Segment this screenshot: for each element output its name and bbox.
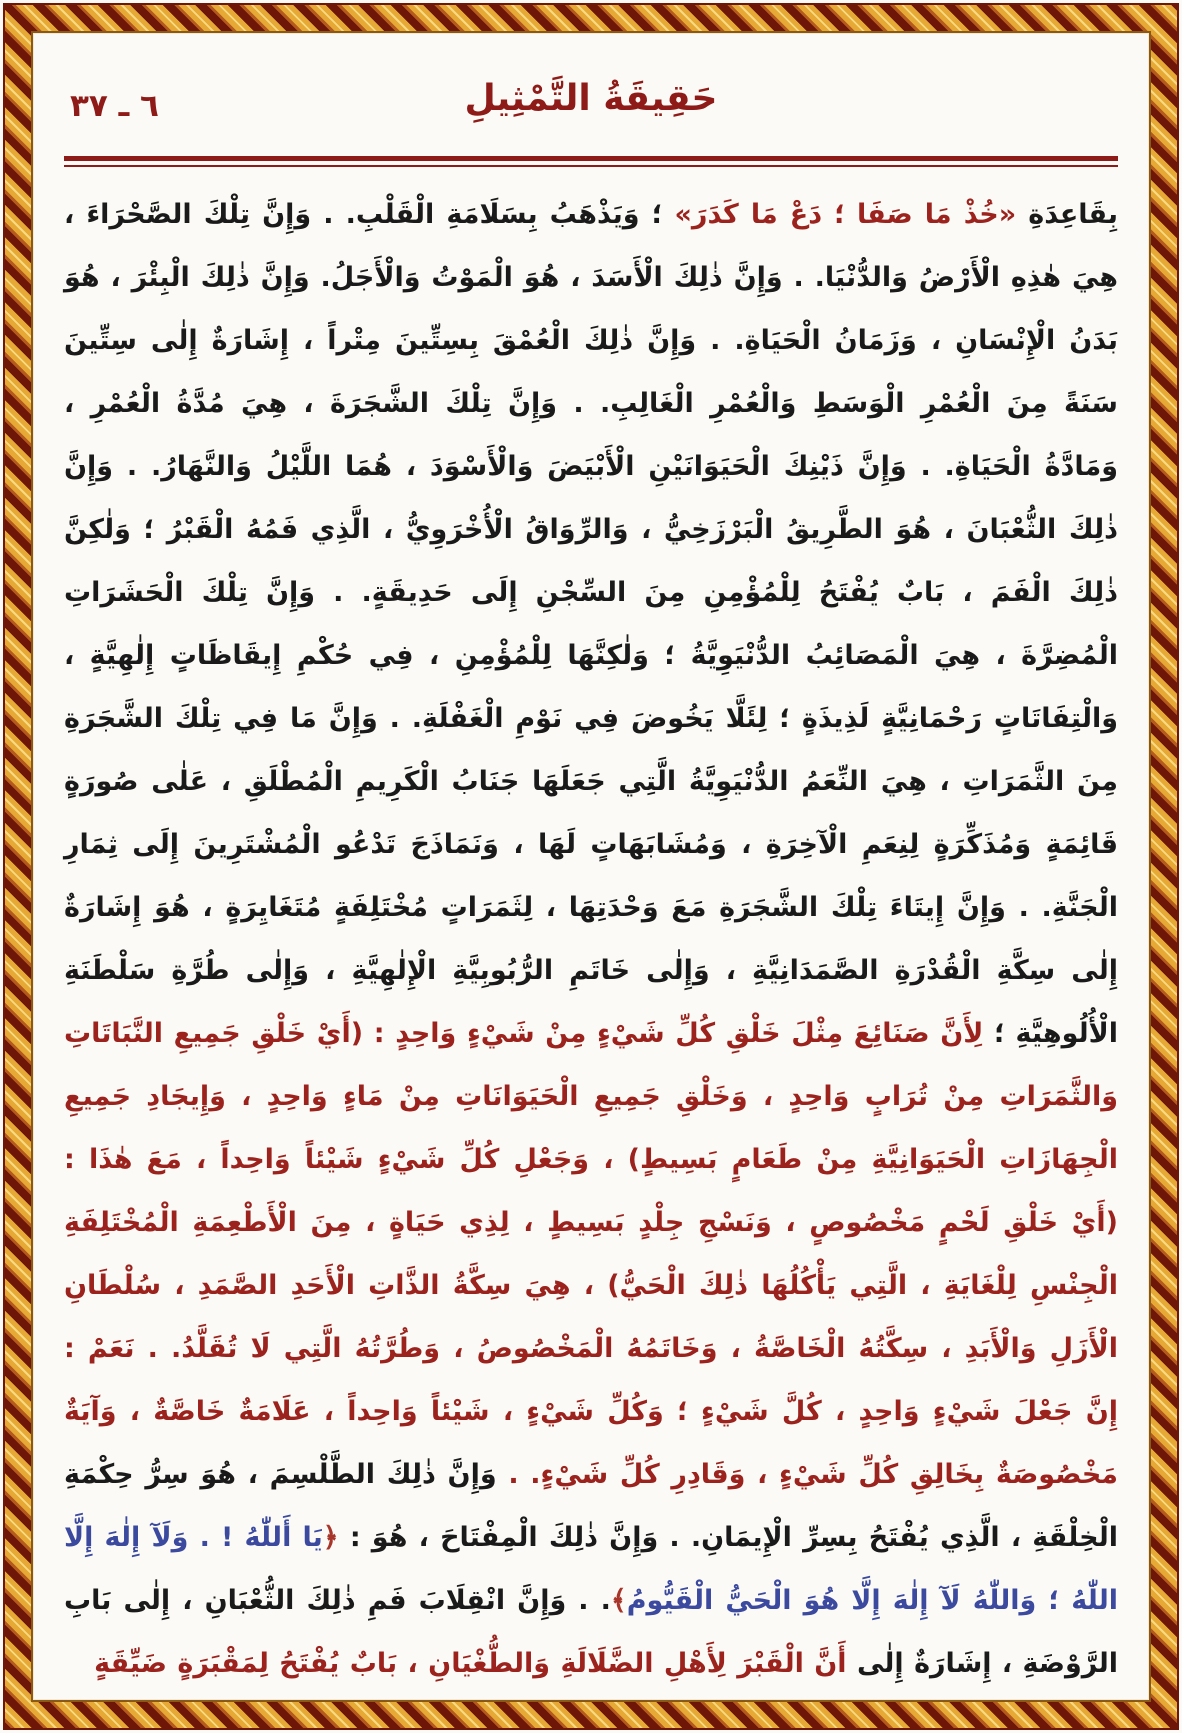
page-header [64,62,1118,140]
body-text [64,183,1118,1695]
page-number: ٦ ـ ٣٧ [70,88,159,124]
text-segment-red: أَنَّ الْقَبْرَ لِأَهْلِ الضَّلَالَةِ وَالطُّغْيَانِ ، بَابٌ يُفْتَحُ لِمَقْبَرَةٍ ضَيِّقَةٍ [94,1648,847,1679]
text-segment-red: «خُذْ مَا صَفَا ؛ دَعْ مَا كَدَرَ» [674,199,1017,230]
text-segment-blue: يَا أَللّٰهُ ! . وَلَآ إِلٰهَ إِلَّا اللّٰهُ ؛ وَاللّٰهُ لَآ إِلٰهَ إِلَّا هُوَ الْحَيُّ الْقَيُّومُ [64,1522,1119,1616]
page-title: حَقِيقَةُ التَّمْثِيلِ [464,78,718,119]
page-content [64,62,1118,1693]
text-segment-black: بِقَاعِدَةِ [1016,199,1118,230]
header-divider [64,156,1118,167]
text-segment-ornament: ﴿ [322,1522,339,1553]
text-segment-ornament: ﴾ [610,1585,627,1616]
text-segment-black: ؛ وَيَذْهَبُ بِسَلَامَةِ الْقَلْبِ. . وَإِنَّ تِلْكَ الصَّحْرَاءَ ، هِيَ هٰذِهِ الْأَرْضُ وَالدُّنْيَا. . وَإِنَّ ذٰلِكَ الْأَسَدَ ، هُوَ الْمَوْتُ وَالْأَجَلُ. وَإِنَّ ذٰلِكَ الْبِئْرَ ، هُوَ بَدَنُ الْإِنْسَانِ ، وَزَمَانُ الْحَيَاةِ. . وَإِنَّ ذٰلِكَ الْعُمْقَ بِسِتِّينَ مِتْراً ، إِشَارَةٌ إِلٰى سِتِّينَ سَنَةً مِنَ الْعُمْرِ الْوَسَطِ وَالْعُمْرِ الْغَالِبِ. . وَإِنَّ تِلْكَ الشَّجَرَةَ ، هِيَ مُدَّةُ الْعُمْرِ ، وَمَادَّةُ الْحَيَاةِ. . وَإِنَّ ذَيْنِكَ الْحَيَوَانَيْنِ الْأَبْيَضَ وَالْأَسْوَدَ ، هُمَا اللَّيْلُ وَالنَّهَارُ. . وَإِنَّ ذٰلِكَ الثُّعْبَانَ ، هُوَ الطَّرِيقُ الْبَرْزَخِيُّ ، وَالرِّوَاقُ الْأُخْرَوِيُّ ، الَّذِي فَمُهُ الْقَبْرُ ؛ وَلٰكِنَّ ذٰلِكَ الْفَمَ ، بَابٌ يُفْتَحُ لِلْمُؤْمِنِ مِنَ السِّجْنِ إِلَى حَدِيقَةٍ. . وَإِنَّ تِلْكَ الْحَشَرَاتِ الْمُضِرَّةَ ، هِيَ الْمَصَائِبُ الدُّنْيَوِيَّةُ ؛ وَلٰكِنَّهَا لِلْمُؤْمِنِ ، فِي حُكْمِ إِيقَاظَاتٍ إِلٰهِيَّةٍ ، وَالْتِفَاتَاتٍ رَحْمَانِيَّةٍ لَذِيذَةٍ ؛ لِئَلَّا يَخُوضَ فِي نَوْمِ الْغَفْلَةِ. . وَإِنَّ مَا فِي تِلْكَ الشَّجَرَةِ مِنَ الثَّمَرَاتِ ، هِيَ النِّعَمُ الدُّنْيَوِيَّةُ الَّتِي جَعَلَهَا جَنَابُ الْكَرِيمِ الْمُطْلَقِ ، عَلٰى صُورَةٍ قَائِمَةٍ وَمُذَكِّرَةٍ لِنِعَمِ الْآخِرَةِ ، وَمُشَابَهَاتٍ لَهَا ، وَنَمَاذَجَ تَدْعُو الْمُشْتَرِينَ إِلَى ثِمَارِ الْجَنَّةِ. . وَإِنَّ إِيتَاءَ تِلْكَ الشَّجَرَةِ مَعَ وَحْدَتِهَا ، لِثَمَرَاتٍ مُخْتَلِفَةٍ مُتَغَايِرَةٍ ، هُوَ إِشَارَةٌ إِلٰى سِكَّةِ الْقُدْرَةِ الصَّمَدَانِيَّةِ ، وَإِلٰى خَاتَمِ الرُّبُوبِيَّةِ الْإِلٰهِيَّةِ ، وَإِلٰى طُرَّةِ سَلْطَنَةِ الْأُلُوهِيَّةِ ؛ [64,199,1118,1049]
text-segment-black: . . وَإِنَّ انْقِلَابَ فَمِ ذٰلِكَ الثُّعْبَانِ ، إِلٰى بَابِ الرَّوْضَةِ ، إِشَارَةٌ إِلٰى [64,1585,1118,1679]
text-segment-black: وَإِنَّ ذٰلِكَ الطَّلْسِمَ ، هُوَ سِرُّ حِكْمَةِ الْخِلْقَةِ ، الَّذِي يُفْتَحُ بِسِرِّ الْإِيمَانِ. . وَإِنَّ ذٰلِكَ الْمِفْتَاحَ ، هُوَ : [64,1459,1118,1553]
text-segment-red: لِأَنَّ صَنَائِعَ مِثْلَ خَلْقِ كُلِّ شَيْءٍ مِنْ شَيْءٍ وَاحِدٍ : (أَيْ خَلْقِ جَمِيعِ النَّبَاتَاتِ وَالثَّمَرَاتِ مِنْ تُرَابٍ وَاحِدٍ ، وَخَلْقِ جَمِيعِ الْحَيَوَانَاتِ مِنْ مَاءٍ وَاحِدٍ ، وَإِيجَادِ جَمِيعِ الْجِهَازَاتِ الْحَيَوَانِيَّةِ مِنْ طَعَامٍ بَسِيطٍ) ، وَجَعْلِ كُلِّ شَيْءٍ شَيْئاً وَاحِداً ، مَعَ هٰذَا : (أَيْ خَلْقِ لَحْمٍ مَخْصُوصٍ ، وَنَسْجِ جِلْدٍ بَسِيطٍ ، لِذِي حَيَاةٍ ، مِنَ الْأَطْعِمَةِ الْمُخْتَلِفَةِ الْجِنْسِ لِلْغَايَةِ ، الَّتِي يَأْكُلُهَا ذٰلِكَ الْحَيُّ) ، هِيَ سِكَّةُ الذَّاتِ الْأَحَدِ الصَّمَدِ ، سُلْطَانِ الْأَزَلِ وَالْأَبَدِ ، سِكَّتُهُ الْخَاصَّةُ ، وَخَاتَمُهُ الْمَخْصُوصُ ، وَطُرَّتُهُ الَّتِي لَا تُقَلَّدُ. . نَعَمْ : إِنَّ جَعْلَ شَيْءٍ وَاحِدٍ ، كُلَّ شَيْءٍ ؛ وَكُلِّ شَيْءٍ ، شَيْئاً وَاحِداً ، عَلَامَةٌ خَاصَّةٌ ، وَآيَةٌ مَخْصُوصَةٌ بِخَالِقِ كُلِّ شَيْءٍ ، وَقَادِرِ كُلِّ شَيْءٍ. . [64,1018,1118,1490]
